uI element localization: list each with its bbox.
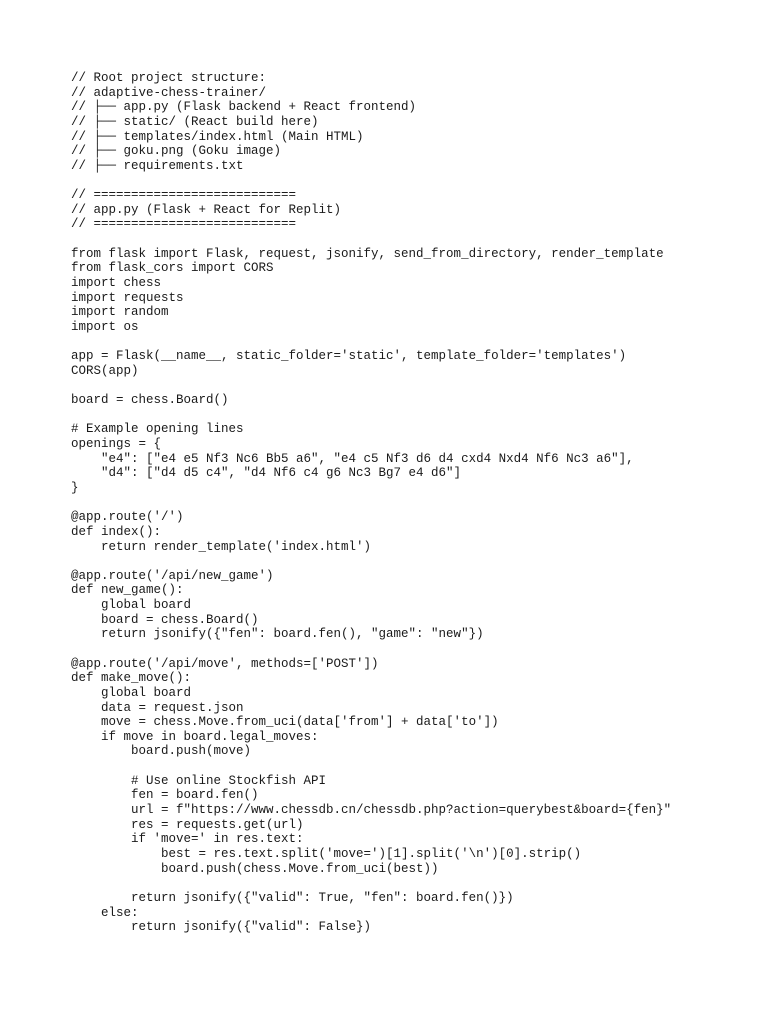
code-line: board.push(chess.Move.from_uci(best)) — [71, 861, 439, 876]
code-line: move = chess.Move.from_uci(data['from'] + data['to']) — [71, 715, 499, 730]
code-line: best = res.text.split('move=')[1].split('\n')[0].strip() — [71, 846, 582, 861]
code-line: app = Flask(__name__, static_folder='static', template_folder='templates') — [71, 349, 627, 364]
code-line: return render_template('index.html') — [71, 539, 372, 554]
code-line: import random — [71, 305, 169, 320]
code-line: board = chess.Board() — [71, 612, 259, 627]
code-line: @app.route('/api/new_game') — [71, 568, 274, 583]
code-line: "d4": ["d4 d5 c4", "d4 Nf6 c4 g6 Nc3 Bg7 e4 d6"] — [71, 466, 462, 481]
code-line — [71, 759, 751, 774]
code-line: # Example opening lines — [71, 422, 244, 437]
code-line: res = requests.get(url) — [71, 817, 304, 832]
code-line: // =========================== — [71, 217, 297, 232]
code-line: // ├── requirements.txt — [71, 158, 244, 173]
code-line: // =========================== — [71, 188, 297, 203]
code-line: def make_move(): — [71, 671, 192, 686]
code-line: // ├── app.py (Flask backend + React frontend) — [71, 100, 417, 115]
code-line: @app.route('/api/move', methods=['POST']) — [71, 656, 379, 671]
code-line: global board — [71, 685, 192, 700]
code-line: def new_game(): — [71, 583, 184, 598]
code-line: return jsonify({"valid": True, "fen": board.fen()}) — [71, 890, 514, 905]
code-line — [71, 642, 751, 657]
code-line — [71, 173, 751, 188]
code-line: board.push(move) — [71, 744, 252, 759]
code-line: return jsonify({"fen": board.fen(), "game": "new"}) — [71, 627, 484, 642]
code-line: // adaptive-chess-trainer/ — [71, 85, 267, 100]
code-line — [71, 876, 751, 891]
code-line: return jsonify({"valid": False}) — [71, 920, 372, 935]
code-line: // ├── templates/index.html (Main HTML) — [71, 129, 364, 144]
code-line: from flask import Flask, request, jsonify, send_from_directory, render_template — [71, 246, 664, 261]
code-line: board = chess.Board() — [71, 393, 229, 408]
code-line — [71, 496, 751, 511]
code-line: @app.route('/') — [71, 510, 184, 525]
code-line: else: — [71, 905, 139, 920]
code-line: CORS(app) — [71, 363, 139, 378]
code-line — [71, 335, 751, 350]
code-line — [71, 554, 751, 569]
code-line — [71, 408, 751, 423]
code-line: url = f"https://www.chessdb.cn/chessdb.php?action=querybest&board={fen}" — [71, 803, 672, 818]
code-line: if move in board.legal_moves: — [71, 729, 319, 744]
code-line: import os — [71, 319, 139, 334]
code-line: def index(): — [71, 524, 162, 539]
code-line: global board — [71, 598, 192, 613]
code-line: openings = { — [71, 437, 162, 452]
code-line: data = request.json — [71, 700, 244, 715]
code-line: // app.py (Flask + React for Replit) — [71, 202, 342, 217]
code-line: // Root project structure: — [71, 71, 267, 85]
code-line: "e4": ["e4 e5 Nf3 Nc6 Bb5 a6", "e4 c5 Nf3 d6 d4 cxd4 Nxd4 Nf6 Nc3 a6"], — [71, 451, 634, 466]
code-line: import requests — [71, 290, 184, 305]
code-line: from flask_cors import CORS — [71, 261, 274, 276]
code-line: // ├── goku.png (Goku image) — [71, 144, 282, 159]
code-document — [71, 71, 751, 935]
code-line: // ├── static/ (React build here) — [71, 114, 319, 129]
code-line: fen = board.fen() — [71, 788, 259, 803]
code-line: import chess — [71, 275, 162, 290]
code-line — [71, 378, 751, 393]
code-line — [71, 232, 751, 247]
code-line: # Use online Stockfish API — [71, 773, 327, 788]
code-line: } — [71, 480, 79, 495]
code-line: if 'move=' in res.text: — [71, 832, 304, 847]
